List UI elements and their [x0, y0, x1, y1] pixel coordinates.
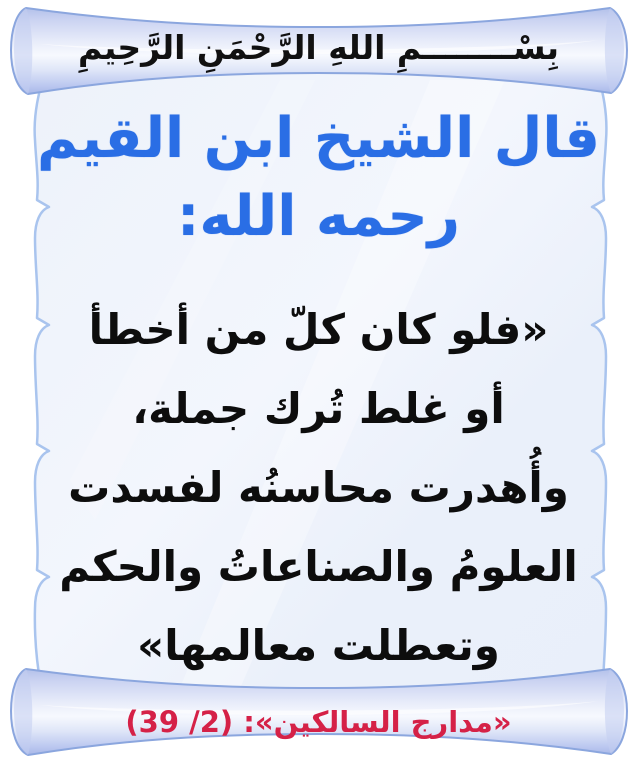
quote-body: [0, 290, 637, 685]
source-citation: «مدارج السالكين»: (2/ 39): [125, 705, 512, 739]
quote-line: أو غلط تُرك جملة،: [132, 384, 505, 433]
attribution-line-2: رحمه الله:: [176, 184, 461, 249]
quote-line: «فلو كان كلّ من أخطأ: [88, 305, 549, 354]
quote-line: وتعطلت معالمها»: [137, 621, 500, 670]
quote-line: وأُهدرت محاسنُه لفسدت: [68, 463, 569, 512]
basmala-calligraphy: بِسْــــــــمِ اللهِ الرَّحْمَنِ الرَّحِيمِ: [78, 28, 559, 67]
quote-line: العلومُ والصناعاتُ والحكم: [59, 542, 578, 591]
attribution-line-1: قال الشيخ ابن القيم: [36, 106, 601, 171]
attribution-heading: [0, 100, 637, 256]
